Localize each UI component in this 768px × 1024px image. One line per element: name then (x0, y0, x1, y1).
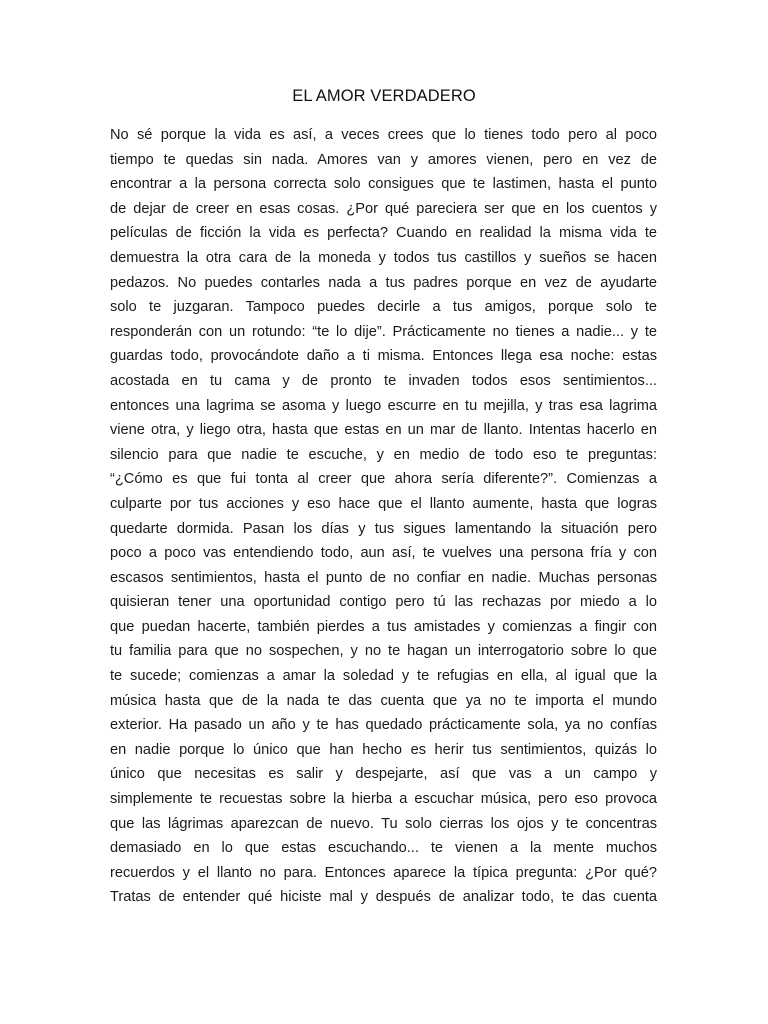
text-line: simplemente te recuestas sobre la hierba a escuchar música, pero eso provoca (110, 791, 657, 808)
text-line: exterior. Ha pasado un año y te has quedado prácticamente sola, ya no confías (110, 717, 657, 734)
text-line: “¿Cómo es que fui tonta al creer que ahora sería diferente?”. Comienzas a (110, 471, 657, 488)
text-line: en nadie porque lo único que han hecho es herir tus sentimientos, quizás lo (110, 741, 657, 758)
text-line: encontrar a la persona correcta solo consigues que te lastimen, hasta el punto (110, 176, 657, 193)
text-line: No sé porque la vida es así, a veces crees que lo tienes todo pero al poco (110, 127, 657, 143)
text-line: silencio para que nadie te escuche, y en medio de todo eso te preguntas: (110, 446, 657, 463)
text-line: culparte por tus acciones y eso hace que el llanto aumente, hasta que logras (110, 495, 657, 512)
text-line: te sucede; comienzas a amar la soledad y te refugias en ella, al igual que la (110, 668, 657, 685)
text-line: pedazos. No puedes contarles nada a tus padres porque en vez de ayudarte (110, 274, 657, 291)
text-line: escasos sentimientos, hasta el punto de no confiar en nadie. Muchas personas (110, 569, 657, 586)
text-line: único que necesitas es salir y despejarte, así que vas a un campo y (110, 766, 657, 783)
text-line: música hasta que de la nada te das cuenta que ya no te importa el mundo (110, 692, 657, 709)
text-line: recuerdos y el llanto no para. Entonces aparece la típica pregunta: ¿Por qué? (110, 864, 657, 881)
text-line: entonces una lagrima se asoma y luego escurre en tu mejilla, y tras esa lagrima (110, 397, 657, 414)
text-line: responderán con un rotundo: “te lo dije”. Prácticamente no tienes a nadie... y te (110, 323, 657, 340)
text-line: que las lágrimas aparezcan de nuevo. Tu solo cierras los ojos y te concentras (110, 815, 657, 832)
text-line: quisieran tener una oportunidad contigo pero tú las rechazas por miedo a lo (110, 594, 657, 611)
text-line: tiempo te quedas sin nada. Amores van y amores vienen, pero en vez de (110, 151, 657, 168)
text-line: solo te juzgaran. Tampoco puedes decirle a tus amigos, porque solo te (110, 299, 657, 316)
document-body (110, 123, 657, 910)
text-line: de dejar de creer en esas cosas. ¿Por qué pareciera ser que en los cuentos y (110, 200, 657, 217)
document-title: EL AMOR VERDADERO (292, 87, 476, 105)
text-line: poco a poco vas entendiendo todo, aun así, te vuelves una persona fría y con (110, 545, 657, 562)
text-line: acostada en tu cama y de pronto te invaden todos esos sentimientos... (110, 372, 657, 389)
text-line: películas de ficción la vida es perfecta? Cuando en realidad la misma vida te (110, 225, 657, 242)
text-line: guardas todo, provocándote daño a ti misma. Entonces llega esa noche: estas (110, 348, 657, 365)
text-line: que puedan hacerte, también pierdes a tus amistades y comienzas a fingir con (110, 618, 657, 635)
text-line: demasiado en lo que estas escuchando... te vienen a la mente muchos (110, 840, 657, 857)
text-line: viene otra, y liego otra, hasta que estas en un mar de llanto. Intentas hacerlo en (110, 422, 657, 439)
text-line: tu familia para que no sospechen, y no te hagan un interrogatorio sobre lo que (110, 643, 657, 660)
text-line: Tratas de entender qué hiciste mal y después de analizar todo, te das cuenta (110, 889, 657, 906)
text-line: quedarte dormida. Pasan los días y tus sigues lamentando la situación pero (110, 520, 657, 537)
text-line: demuestra la otra cara de la moneda y todos tus castillos y sueños se hacen (110, 249, 657, 266)
